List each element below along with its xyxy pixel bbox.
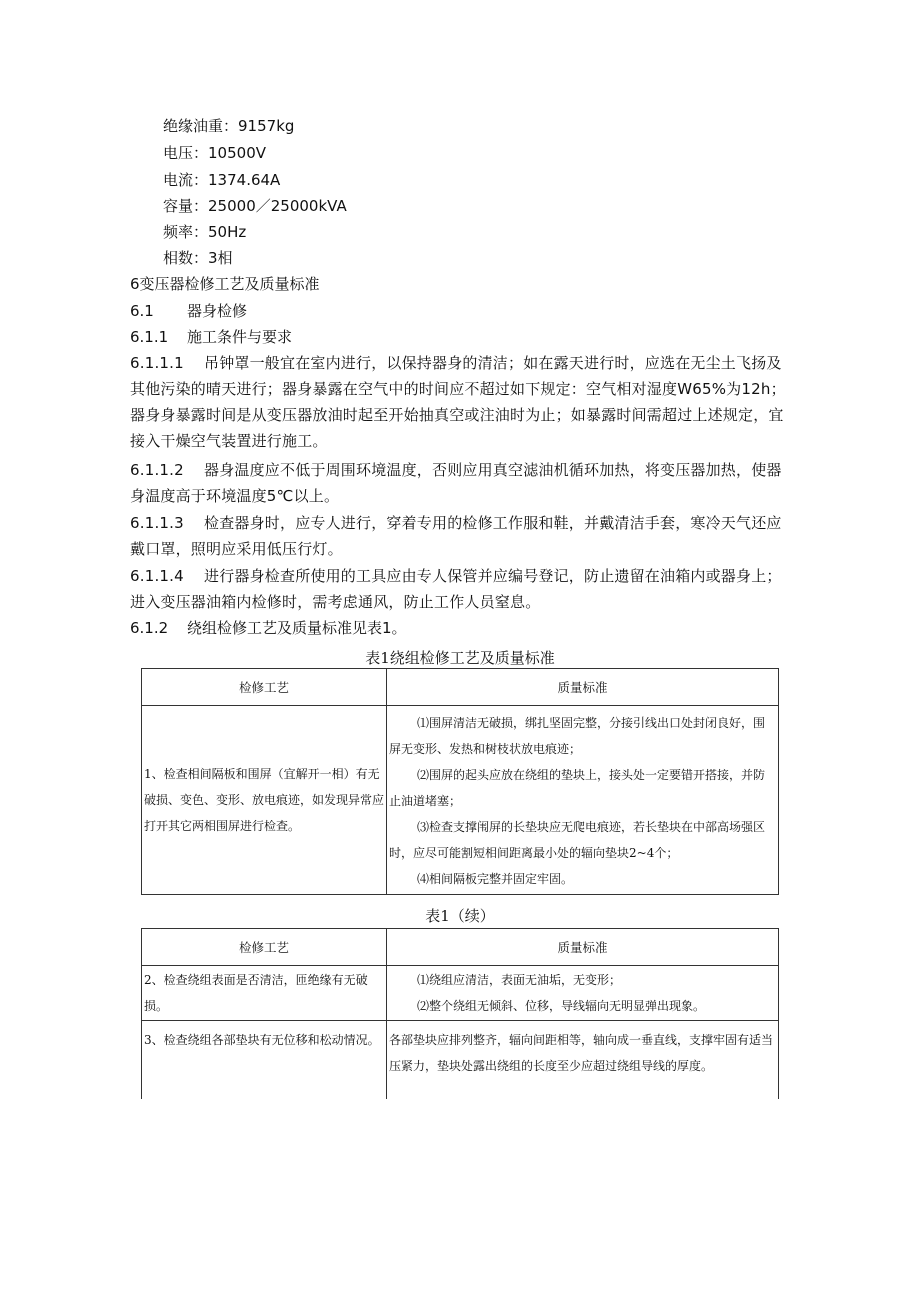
standard-item: ⑷相间隔板完整并固定牢固。 [417, 872, 574, 886]
process-cell: 1、检查相间隔板和围屏（宜解开一相）有无破损、变色、变形、放电痕迹，如发现异常应打开其它两相围屏进行检查。 [142, 706, 387, 895]
process-cell: 3、检查绕组各部垫块有无位移和松动情况。 [142, 1021, 387, 1100]
table-row [142, 1021, 779, 1100]
table-header-row [142, 929, 779, 966]
spec-voltage: 电压：10500V [163, 144, 266, 162]
standard-item: ⑵整个绕组无倾斜、位移，导线辐向无明显弹出现象。 [417, 999, 706, 1013]
standard-item: ⑴绕组应清洁，表面无油垢，无变形； [417, 973, 622, 987]
table-header-row [142, 669, 779, 706]
section-6-1-1-heading: 6.1.1 施工条件与要求 [130, 328, 293, 346]
column-header-process: 检修工艺 [142, 929, 387, 966]
table-1-continued-caption: 表1（续） [425, 907, 495, 925]
clause-6-1-1-4: 6.1.1.4 进行器身检查所使用的工具应由专人保管并应编号登记，防止遗留在油箱内或器身上；进入变压器油箱内检修时，需考虑通风，防止工作人员窒息。 [130, 567, 782, 611]
section-6-title: 6变压器检修工艺及质量标准 [130, 275, 320, 293]
clause-6-1-1-1: 6.1.1.1 吊钟罩一般宜在室内进行，以保持器身的清洁；如在露天进行时，应选在无尘土飞扬及其他污染的晴天进行；器身暴露在空气中的时间应不超过如下规定：空气相对湿度W65%为12h；器身身暴露时间是从变压器放油时起至开始抽真空或注油时为止；如暴露时间需超过上述规定，宜接入干燥空气装置进行施工。 [130, 354, 786, 450]
standard-item: 各部垫块应排列整齐，辐向间距相等，轴向成一垂直线，支撑牢固有适当压紧力，垫块处露出绕组的长度至少应超过绕组导线的厚度。 [389, 1033, 774, 1073]
spec-phases: 相数：3相 [163, 249, 233, 267]
section-6-1-2-heading: 6.1.2 绕组检修工艺及质量标准见表1。 [130, 619, 407, 637]
table-1-caption: 表1绕组检修工艺及质量标准 [365, 649, 555, 667]
standard-cell [387, 1021, 779, 1100]
standard-cell [387, 966, 779, 1021]
column-header-standard: 质量标准 [387, 929, 779, 966]
table-1 [141, 668, 779, 895]
section-6-1-heading: 6.1 器身检修 [130, 302, 248, 320]
column-header-standard: 质量标准 [387, 669, 779, 706]
process-cell: 2、检查绕组表面是否清洁，匝绝缘有无破损。 [142, 966, 387, 1021]
column-header-process: 检修工艺 [142, 669, 387, 706]
table-row [142, 706, 779, 895]
standard-item: ⑴围屏清洁无破损，绑扎坚固完整，分接引线出口处封闭良好，围屏无变形、发热和树枝状放电痕迹； [389, 716, 766, 756]
standard-item: ⑵围屏的起头应放在绕组的垫块上，接头处一定要错开搭接，并防止油道堵塞； [389, 768, 766, 808]
clause-6-1-1-3: 6.1.1.3 检查器身时，应专人进行，穿着专用的检修工作服和鞋，并戴清洁手套，寒冷天气还应戴口罩，照明应采用低压行灯。 [130, 514, 782, 558]
clause-6-1-1-2: 6.1.1.2 器身温度应不低于周围环境温度，否则应用真空滤油机循环加热，将变压器加热，使器身温度高于环境温度5℃以上。 [130, 461, 782, 505]
standard-cell [387, 706, 779, 895]
standard-item: ⑶检查支撑闱屏的长垫块应无爬电痕迹，若长垫块在中部高场强区时，应尽可能割短相间距离最小处的辐向垫块2~4个； [389, 820, 766, 860]
spec-frequency: 频率：50Hz [163, 223, 247, 241]
spec-oil-weight: 绝缘油重：9157kg [163, 117, 295, 135]
spec-current: 电流：1374.64A [163, 171, 281, 189]
spec-capacity: 容量：25000／25000kVA [163, 197, 347, 215]
table-row [142, 966, 779, 1021]
table-1-continued [141, 928, 779, 1099]
